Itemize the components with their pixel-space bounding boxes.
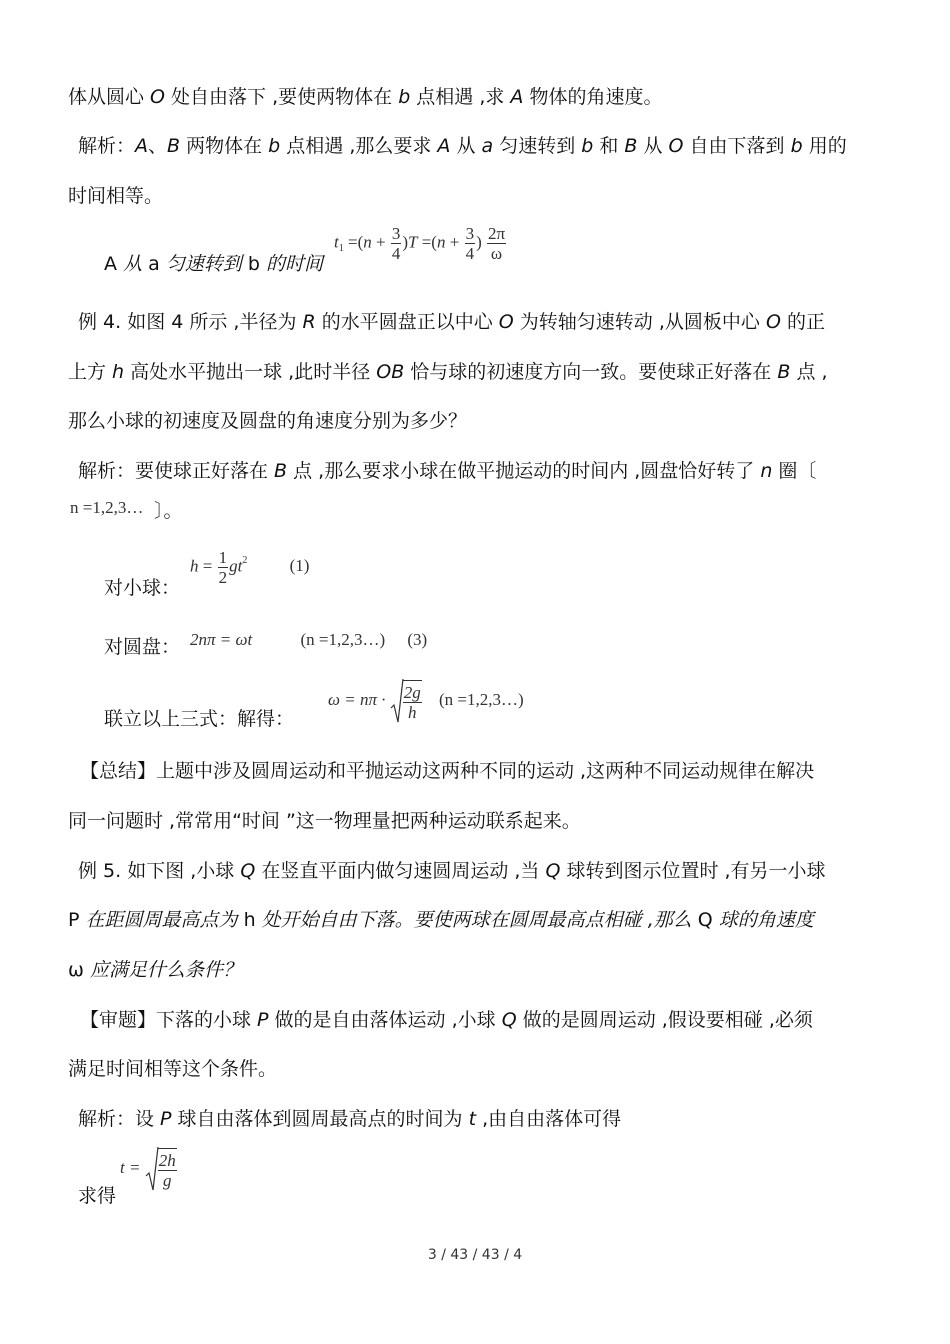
text-run: 做的是自由落体运动 ,小球	[268, 1009, 502, 1031]
variable: P	[257, 1009, 269, 1031]
text-run: 自由下落到	[683, 135, 791, 157]
text-run: 时间相等。	[68, 185, 164, 207]
text-run: a	[148, 253, 160, 275]
variable: 球的角速度	[712, 909, 814, 931]
variable: n	[760, 460, 773, 482]
text-run: 从	[637, 135, 669, 157]
formula-t1: $t_1 =(n$ + $\frac{3}{4}$ )T =(n + $\frac{3}{4}$ ) $\frac{2\pi}{\omega}$	[334, 224, 506, 263]
text-line	[68, 808, 581, 834]
text-run: P	[68, 909, 80, 931]
text-run: 球转到图示位置时 ,有另一小球	[560, 860, 826, 882]
text-run: 点相遇 ,那么要求	[280, 135, 438, 157]
text-run: 〕。	[154, 500, 183, 522]
text-run: Q	[697, 909, 713, 931]
text-run: ,由自由落体可得	[476, 1108, 622, 1130]
text-run: 上方	[68, 361, 113, 383]
text-line	[68, 84, 662, 110]
text-line	[68, 1056, 277, 1082]
text-line	[68, 359, 828, 385]
formula-free-fall: h = $\frac{1}{2}$ $gt^2$ (1)	[190, 548, 310, 587]
text-run: 在竖直平面内做匀速圆周运动 ,当	[255, 860, 546, 882]
fraction-two-pi-over-omega: $\frac{2\pi}{\omega}$	[487, 224, 506, 263]
variable: a	[481, 135, 494, 157]
variable: b	[398, 86, 411, 108]
text-run: 点相遇 ,求	[410, 86, 511, 108]
variable: B	[777, 361, 791, 383]
text-run: 处自由落下 ,要使两物体在	[165, 86, 399, 108]
text-line	[78, 309, 825, 335]
text-line	[78, 458, 816, 484]
formula-disk: 2nπ = ωt (n =1,2,3…) (3)	[190, 630, 428, 649]
variable: 在距圆周最高点为	[79, 909, 244, 931]
text-run: 点 ,那么要求小球在做平抛运动的时间内 ,圆盘恰好转了	[287, 460, 761, 482]
variable: O	[765, 311, 781, 333]
text-line	[104, 575, 180, 601]
fraction-2g-over-h: $\frac{2g}{h}$	[403, 680, 422, 722]
text-line	[68, 957, 242, 983]
text-line	[68, 408, 467, 434]
text-run: 和	[593, 135, 625, 157]
text-line	[68, 907, 814, 933]
variable: 应满足什么条件？	[83, 959, 242, 981]
radical-sign-2	[145, 1146, 159, 1192]
variable: Q	[545, 860, 561, 882]
fraction-2h-over-g: $\frac{2h}{g}$	[158, 1148, 177, 1190]
text-run: 、	[148, 135, 168, 157]
text-run: 为转轴匀速转动 ,从圆板中心	[513, 311, 766, 333]
variable: A	[437, 135, 451, 157]
text-run: 做的是圆周运动 ,假设要相碰 ,必须	[516, 1009, 813, 1031]
text-line	[104, 251, 323, 277]
text-line	[104, 634, 180, 660]
text-run: 恰与球的初速度方向一致。要使球正好落在	[404, 361, 778, 383]
variable: b	[790, 135, 803, 157]
text-line	[80, 1007, 813, 1033]
text-run: 【总结】上题中涉及圆周运动和平抛运动这两种不同的运动 ,这两种不同运动规律在解决	[80, 760, 815, 782]
variable: h	[112, 361, 125, 383]
variable: Q	[240, 860, 256, 882]
variable: 的时间	[259, 253, 323, 275]
text-run: 同一问题时 ,常常用“时间 ”这一物理量把两种运动联系起来。	[68, 810, 581, 832]
variable: 从	[117, 253, 149, 275]
text-run: 【审题】下落的小球	[80, 1009, 258, 1031]
variable: OB	[376, 361, 405, 383]
text-run: 求得	[78, 1185, 117, 1207]
variable: R	[302, 311, 316, 333]
variable: B	[167, 135, 181, 157]
text-run: ω	[68, 959, 84, 981]
variable: O	[498, 311, 514, 333]
text-run: 对圆盘：	[104, 636, 181, 658]
page-footer: 3 / 43 / 43 / 4	[427, 1247, 523, 1263]
text-run: 解析：设	[78, 1108, 161, 1130]
text-run: 匀速转到	[493, 135, 582, 157]
text-line	[154, 498, 183, 524]
text-run: 例 4. 如图 4 所示 ,半径为	[78, 311, 303, 333]
text-run: b	[247, 253, 260, 275]
text-run: 联立以上三式：解得：	[104, 708, 295, 730]
radical-sign	[390, 678, 404, 724]
text-run: 圈〔	[772, 460, 817, 482]
text-run: 那么小球的初速度及圆盘的角速度分别为多少？	[68, 410, 468, 432]
text-run: 高处水平抛出一球 ,此时半径	[124, 361, 377, 383]
text-line	[80, 758, 814, 784]
variable: b	[268, 135, 281, 157]
text-run: 球自由落体到圆周最高点的时间为	[171, 1108, 469, 1130]
text-line	[68, 183, 163, 209]
text-run: 对小球：	[104, 577, 181, 599]
text-run: 的正	[780, 311, 825, 333]
variable: O	[150, 86, 166, 108]
variable: B	[624, 135, 638, 157]
text-line	[78, 1183, 116, 1209]
variable: B	[274, 460, 288, 482]
text-run: 体从圆心	[68, 86, 151, 108]
text-run: A	[104, 253, 117, 275]
formula-n-range: n =1,2,3…	[70, 498, 144, 517]
text-run: 解析：	[78, 135, 136, 157]
fraction-three-quarters-2: $\frac{3}{4}$	[465, 224, 475, 263]
text-run: 满足时间相等这个条件。	[68, 1058, 278, 1080]
formula-omega: ω = nπ · $\frac{2g}{h}$ (n =1,2,3…)	[328, 678, 524, 724]
variable: t	[468, 1108, 477, 1130]
text-run: 从	[450, 135, 482, 157]
variable: Q	[501, 1009, 517, 1031]
variable: A	[510, 86, 524, 108]
text-line	[78, 1106, 621, 1132]
text-line	[104, 706, 294, 732]
text-run: 用的	[802, 135, 847, 157]
text-run: 例 5. 如下图 ,小球	[78, 860, 241, 882]
text-run: h	[243, 909, 256, 931]
fraction-one-half: $\frac{1}{2}$	[218, 548, 228, 587]
variable: b	[581, 135, 594, 157]
text-run: 两物体在	[180, 135, 269, 157]
variable: P	[160, 1108, 172, 1130]
text-run: 的水平圆盘正以中心	[315, 311, 499, 333]
formula-t: t = $\frac{2h}{g}$	[120, 1146, 178, 1192]
text-line	[78, 133, 847, 159]
text-run: 点 ,	[790, 361, 828, 383]
text-run: 解析：要使球正好落在	[78, 460, 275, 482]
variable: 匀速转到	[159, 253, 248, 275]
variable: A	[135, 135, 149, 157]
fraction-three-quarters: $\frac{3}{4}$	[391, 224, 401, 263]
variable: O	[668, 135, 684, 157]
text-run: 物体的角速度。	[523, 86, 663, 108]
text-line	[78, 858, 826, 884]
variable: 处开始自由下落。要使两球在圆周最高点相碰 ,那么	[255, 909, 698, 931]
